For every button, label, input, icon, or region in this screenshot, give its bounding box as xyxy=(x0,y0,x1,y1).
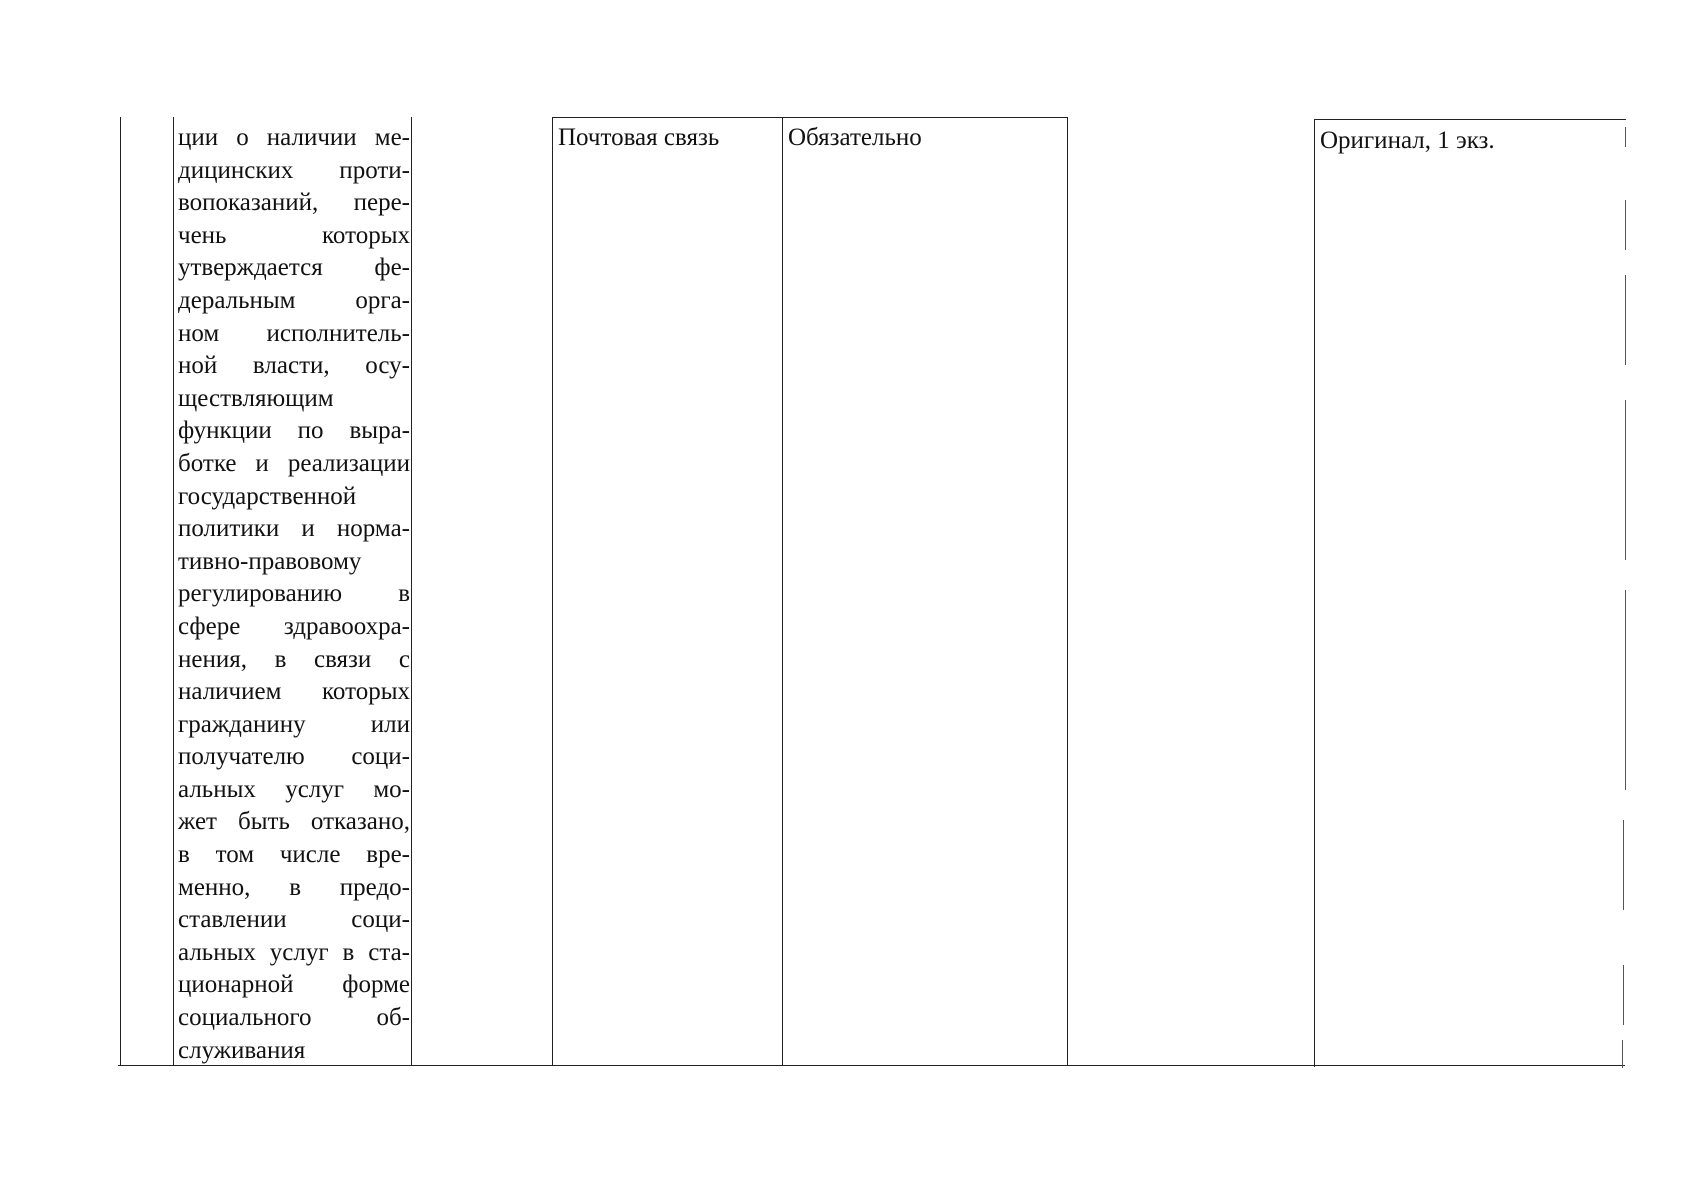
table-column-divider xyxy=(552,117,553,1065)
text-line: ной власти, осу- xyxy=(178,352,410,380)
text-line: в том числе вре- xyxy=(178,841,410,869)
document-description-cell xyxy=(178,122,410,1067)
text-line: государственной xyxy=(178,482,357,510)
text-line: чень которых xyxy=(178,221,410,249)
table-border-right xyxy=(1625,590,1626,790)
text-line: тивно-правовому xyxy=(178,547,362,575)
table-border-right xyxy=(1623,820,1624,910)
table-column-divider xyxy=(782,117,783,1065)
requirement-cell: Обязательно xyxy=(788,124,922,151)
text-line: ществляющим xyxy=(178,384,334,412)
text-line: ботке и реализации xyxy=(178,449,410,477)
text-line: гражданину или xyxy=(178,710,410,738)
table-border-right xyxy=(1625,275,1626,365)
text-line: сфере здравоохра- xyxy=(178,612,410,640)
text-line: социального об- xyxy=(178,1004,410,1032)
table-border-right xyxy=(1622,1040,1623,1068)
table-border-right xyxy=(1625,127,1626,147)
delivery-method-cell: Почтовая связь xyxy=(558,124,720,151)
text-line: регулированию в xyxy=(178,580,410,608)
text-line: менно, в предо- xyxy=(178,873,410,901)
text-line: вопоказаний, пере- xyxy=(178,189,410,217)
text-line: ставлении соци- xyxy=(178,906,410,934)
table-border-right xyxy=(1625,200,1626,250)
text-line: функции по выра- xyxy=(178,417,410,445)
text-line: политики и норма- xyxy=(178,515,410,543)
text-line: наличием которых xyxy=(178,678,410,706)
text-line: альных услуг мо- xyxy=(178,775,410,803)
text-line: дицинских проти- xyxy=(178,156,410,184)
text-line: получателю соци- xyxy=(178,743,410,771)
text-line: деральным орга- xyxy=(178,286,410,314)
table-border-top xyxy=(552,117,1068,118)
text-line: альных услуг в ста- xyxy=(178,938,410,966)
copy-type-cell: Оригинал, 1 экз. xyxy=(1320,127,1495,154)
text-line: нения, в связи с xyxy=(178,645,410,673)
table-column-divider xyxy=(173,117,174,1065)
table-border-right xyxy=(1623,965,1624,1025)
text-line: жет быть отказано, xyxy=(178,808,410,836)
table-column-divider xyxy=(1314,119,1315,1067)
text-line: ционарной форме xyxy=(178,971,410,999)
text-line: служивания xyxy=(178,1036,306,1064)
table-column-divider xyxy=(411,117,412,1065)
text-line: ном исполнитель- xyxy=(178,319,410,347)
text-line: ции о наличии ме- xyxy=(178,124,410,151)
table-border-top xyxy=(1314,119,1626,120)
text-line: утверждается фе- xyxy=(178,254,410,282)
table-border-right xyxy=(1625,400,1626,560)
table-border-left xyxy=(120,117,121,1065)
table-column-divider xyxy=(1067,117,1068,1065)
